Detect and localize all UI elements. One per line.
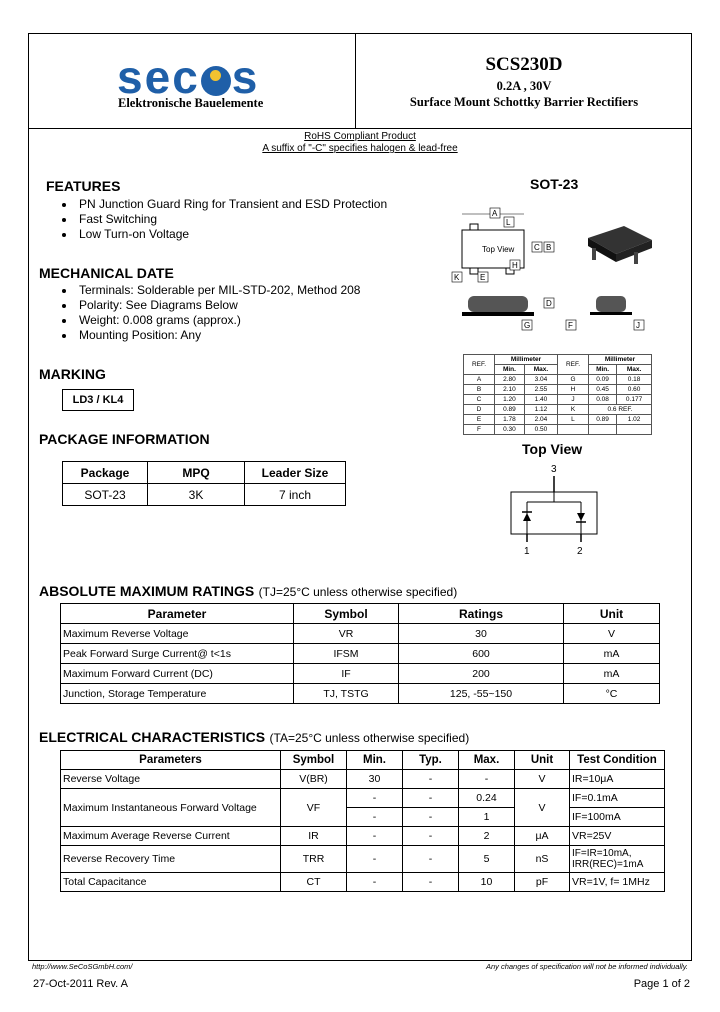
- elec-row: [61, 770, 665, 789]
- dim-header-mm: Millimeter: [588, 355, 651, 365]
- dim-cell: [557, 425, 588, 435]
- elec-cell: [570, 846, 665, 873]
- elec-cell: 30: [347, 770, 403, 789]
- elec-heading: [39, 729, 469, 747]
- elec-header: Max.: [459, 751, 515, 770]
- elec-cell: V: [515, 789, 570, 827]
- mechanical-item: Weight: 0.008 grams (approx.): [62, 313, 360, 328]
- package-header: Leader Size: [245, 462, 346, 484]
- elec-cell: pF: [515, 873, 570, 892]
- abs-max-cell: V: [564, 624, 660, 644]
- logo-letter-s: s: [117, 51, 145, 103]
- abs-max-cell: Maximum Reverse Voltage: [61, 624, 294, 644]
- lead-top: [470, 224, 478, 230]
- dim-header-ref: REF.: [464, 355, 495, 375]
- dim-cell: F: [464, 425, 495, 435]
- footer-page: Page 1 of 2: [633, 978, 690, 990]
- abs-max-cell: 30: [399, 624, 564, 644]
- dim-cell: 3.04: [524, 375, 557, 385]
- pinout-diagram: [505, 460, 605, 558]
- package-cell: 7 inch: [245, 484, 346, 506]
- elec-header: Typ.: [403, 751, 459, 770]
- body-end-view: [596, 296, 626, 312]
- mechanical-title: MECHANICAL DATE: [39, 265, 174, 281]
- dim-cell: H: [557, 385, 588, 395]
- elec-cell: Reverse Voltage: [61, 770, 281, 789]
- dim-row: [464, 385, 652, 395]
- dim-j-label: J: [636, 321, 640, 330]
- elec-cell: Maximum Average Reverse Current: [61, 827, 281, 846]
- dim-cell: 1.78: [495, 415, 525, 425]
- dimension-table: [463, 354, 652, 435]
- dim-cell: 0.18: [617, 375, 652, 385]
- abs-max-row: [61, 684, 660, 704]
- end-leads: [590, 312, 632, 315]
- package-table: [62, 461, 346, 506]
- elec-header: Parameters: [61, 751, 281, 770]
- marking-value: LD3 / KL4: [62, 389, 134, 411]
- elec-cell: Maximum Instantaneous Forward Voltage: [61, 789, 281, 827]
- dim-cell: 1.02: [617, 415, 652, 425]
- footer-notice: Any changes of specification will not be informed individually.: [485, 962, 688, 971]
- elec-table: [60, 750, 665, 892]
- elec-cell: VF: [281, 789, 347, 827]
- dim-k-label: K: [454, 273, 460, 282]
- dim-cell: 0.09: [588, 375, 616, 385]
- elec-row: [61, 827, 665, 846]
- abs-max-row: [61, 664, 660, 684]
- dim-cell: A: [464, 375, 495, 385]
- marking-title: MARKING: [39, 366, 106, 382]
- elec-cell: -: [347, 789, 403, 808]
- dim-cell: K: [557, 405, 588, 415]
- dim-header-min: Min.: [588, 365, 616, 375]
- dim-cell: [617, 425, 652, 435]
- company-logo: [117, 51, 260, 103]
- dim-cell: J: [557, 395, 588, 405]
- elec-header: Unit: [515, 751, 570, 770]
- top-view-caption: Top View: [482, 245, 515, 254]
- abs-max-condition: (TJ=25°C unless otherwise specified): [258, 585, 458, 599]
- top-view-title: Top View: [522, 441, 583, 457]
- abs-max-cell: Maximum Forward Current (DC): [61, 664, 294, 684]
- elec-cell: -: [347, 808, 403, 827]
- dim-e-label: E: [480, 273, 486, 282]
- abs-max-cell: 200: [399, 664, 564, 684]
- package-header: Package: [63, 462, 148, 484]
- pin-1-label: 1: [524, 546, 530, 557]
- dim-cell: E: [464, 415, 495, 425]
- package-header: MPQ: [148, 462, 245, 484]
- elec-header: Min.: [347, 751, 403, 770]
- dim-cell: 2.80: [495, 375, 525, 385]
- abs-max-cell: IFSM: [294, 644, 399, 664]
- body-side-view: [468, 296, 528, 312]
- dim-row: [464, 375, 652, 385]
- test-condition-line: IF=IR=10mA,: [572, 848, 632, 859]
- logo-letter-s2: s: [231, 51, 260, 103]
- rohs-line-1: RoHS Compliant Product: [304, 131, 416, 142]
- elec-cell: 5: [459, 846, 515, 873]
- pin-2-label: 2: [577, 546, 583, 557]
- dim-cell: C: [464, 395, 495, 405]
- dim-header-mm: Millimeter: [495, 355, 558, 365]
- elec-cell: VR=25V: [570, 827, 665, 846]
- elec-cell: -: [403, 808, 459, 827]
- lead-3d: [592, 248, 596, 260]
- abs-max-row: [61, 644, 660, 664]
- dim-cell: 1.20: [495, 395, 525, 405]
- abs-max-heading: [39, 583, 457, 601]
- elec-cell: -: [347, 846, 403, 873]
- features-list: [62, 197, 387, 242]
- dim-row: [464, 415, 652, 425]
- mechanical-item: Polarity: See Diagrams Below: [62, 298, 360, 313]
- elec-cell: -: [459, 770, 515, 789]
- part-rating: 0.2A , 30V: [496, 79, 552, 93]
- dim-cell: D: [464, 405, 495, 415]
- abs-max-header: Symbol: [294, 604, 399, 624]
- dim-row: [464, 405, 652, 415]
- dim-cell: 0.08: [588, 395, 616, 405]
- dim-cell: G: [557, 375, 588, 385]
- dim-f-label: F: [568, 321, 573, 330]
- dim-row: [464, 395, 652, 405]
- elec-cell: IR=10μA: [570, 770, 665, 789]
- rohs-line-2: A suffix of "-C" specifies halogen & lead-free: [262, 143, 458, 154]
- elec-cell: 1: [459, 808, 515, 827]
- dim-cell: 0.177: [617, 395, 652, 405]
- part-number: SCS230D: [485, 54, 563, 75]
- elec-row: [61, 873, 665, 892]
- abs-max-header: Ratings: [399, 604, 564, 624]
- dim-cell: 0.89: [588, 415, 616, 425]
- elec-cell: nS: [515, 846, 570, 873]
- abs-max-header: Parameter: [61, 604, 294, 624]
- elec-row: [61, 789, 665, 808]
- dim-c-label: C: [534, 243, 540, 252]
- footer-date: 27-Oct-2011 Rev. A: [33, 978, 128, 990]
- abs-max-table: [60, 603, 660, 704]
- feature-item: Low Turn-on Voltage: [62, 227, 387, 242]
- abs-max-title: ABSOLUTE MAXIMUM RATINGS: [39, 583, 255, 599]
- dim-cell: 0.6 REF.: [588, 405, 651, 415]
- abs-max-cell: 600: [399, 644, 564, 664]
- mechanical-list: [62, 283, 360, 343]
- abs-max-row: [61, 624, 660, 644]
- dim-header-max: Max.: [617, 365, 652, 375]
- dim-cell: 2.10: [495, 385, 525, 395]
- abs-max-cell: TJ, TSTG: [294, 684, 399, 704]
- elec-header-row: [61, 751, 665, 770]
- part-description: Surface Mount Schottky Barrier Rectifiers: [409, 95, 639, 109]
- elec-cell: -: [403, 873, 459, 892]
- dim-cell: 0.50: [524, 425, 557, 435]
- elec-cell: -: [403, 770, 459, 789]
- elec-cell: IR: [281, 827, 347, 846]
- lead-3d: [634, 252, 638, 264]
- dim-cell: 0.60: [617, 385, 652, 395]
- dim-row: [464, 425, 652, 435]
- dim-cell: [588, 425, 616, 435]
- elec-cell: Total Capacitance: [61, 873, 281, 892]
- dim-header-ref: REF.: [557, 355, 588, 375]
- elec-cell: -: [403, 789, 459, 808]
- abs-max-cell: VR: [294, 624, 399, 644]
- abs-max-cell: Peak Forward Surge Current@ t<1s: [61, 644, 294, 664]
- elec-cell: 0.24: [459, 789, 515, 808]
- test-condition-line: IRR(REC)=1mA: [572, 859, 644, 870]
- package-cell: SOT-23: [63, 484, 148, 506]
- dim-header-min: Min.: [495, 365, 525, 375]
- abs-max-header-row: [61, 604, 660, 624]
- dim-a-label: A: [492, 209, 498, 218]
- elec-cell: VR=1V, f= 1MHz: [570, 873, 665, 892]
- dim-cell: 1.40: [524, 395, 557, 405]
- abs-max-cell: mA: [564, 644, 660, 664]
- package-cell: 3K: [148, 484, 245, 506]
- dim-b-label: B: [546, 243, 552, 252]
- elec-cell: CT: [281, 873, 347, 892]
- feature-item: Fast Switching: [62, 212, 387, 227]
- package-row: [63, 484, 346, 506]
- elec-cell: V: [515, 770, 570, 789]
- feature-item: PN Junction Guard Ring for Transient and ESD Protection: [62, 197, 387, 212]
- elec-cell: 10: [459, 873, 515, 892]
- elec-cell: 2: [459, 827, 515, 846]
- mechanical-item: Terminals: Solderable per MIL-STD-202, Method 208: [62, 283, 360, 298]
- pin-3-label: 3: [551, 464, 557, 475]
- abs-max-cell: Junction, Storage Temperature: [61, 684, 294, 704]
- dim-cell: 2.55: [524, 385, 557, 395]
- package-info-title: PACKAGE INFORMATION: [39, 431, 210, 447]
- header-box: [28, 33, 692, 129]
- elec-condition: (TA=25°C unless otherwise specified): [269, 731, 470, 745]
- logo-subtitle: Elektronische Bauelemente: [118, 96, 264, 110]
- dim-cell: 0.89: [495, 405, 525, 415]
- logo-o-icon: [201, 66, 231, 96]
- dim-cell: L: [557, 415, 588, 425]
- elec-cell: μA: [515, 827, 570, 846]
- dim-l-label: L: [506, 218, 511, 227]
- mechanical-item: Mounting Position: Any: [62, 328, 360, 343]
- elec-title: ELECTRICAL CHARACTERISTICS: [39, 729, 266, 745]
- dim-h-label: H: [512, 261, 518, 270]
- dim-header-row: [464, 355, 652, 365]
- package-header-row: [63, 462, 346, 484]
- logo-letter-c: c: [172, 51, 200, 103]
- elec-header: Symbol: [281, 751, 347, 770]
- dim-cell: 0.45: [588, 385, 616, 395]
- abs-max-cell: IF: [294, 664, 399, 684]
- side-leads: [462, 312, 534, 316]
- dim-cell: 0.30: [495, 425, 525, 435]
- lead-bottom-left: [470, 268, 478, 274]
- elec-cell: IF=100mA: [570, 808, 665, 827]
- elec-cell: -: [347, 873, 403, 892]
- sot23-title: SOT-23: [530, 176, 579, 192]
- elec-row: [61, 846, 665, 873]
- elec-cell: Reverse Recovery Time: [61, 846, 281, 873]
- logo-letter-e: e: [144, 51, 173, 103]
- elec-cell: -: [403, 827, 459, 846]
- abs-max-cell: 125, -55~150: [399, 684, 564, 704]
- abs-max-header: Unit: [564, 604, 660, 624]
- elec-cell: IF=0.1mA: [570, 789, 665, 808]
- dim-header-max: Max.: [524, 365, 557, 375]
- footer-url[interactable]: http://www.SeCoSGmbH.com/: [32, 962, 133, 971]
- dim-cell: 1.12: [524, 405, 557, 415]
- features-title: FEATURES: [46, 178, 121, 194]
- elec-cell: -: [403, 846, 459, 873]
- dim-cell: B: [464, 385, 495, 395]
- dim-g-label: G: [524, 321, 531, 330]
- abs-max-cell: °C: [564, 684, 660, 704]
- elec-header: Test Condition: [570, 751, 665, 770]
- sot23-package-drawing: [448, 200, 664, 335]
- dim-d-label: D: [546, 299, 552, 308]
- elec-cell: V(BR): [281, 770, 347, 789]
- elec-cell: -: [347, 827, 403, 846]
- abs-max-cell: mA: [564, 664, 660, 684]
- dim-cell: 2.04: [524, 415, 557, 425]
- elec-cell: TRR: [281, 846, 347, 873]
